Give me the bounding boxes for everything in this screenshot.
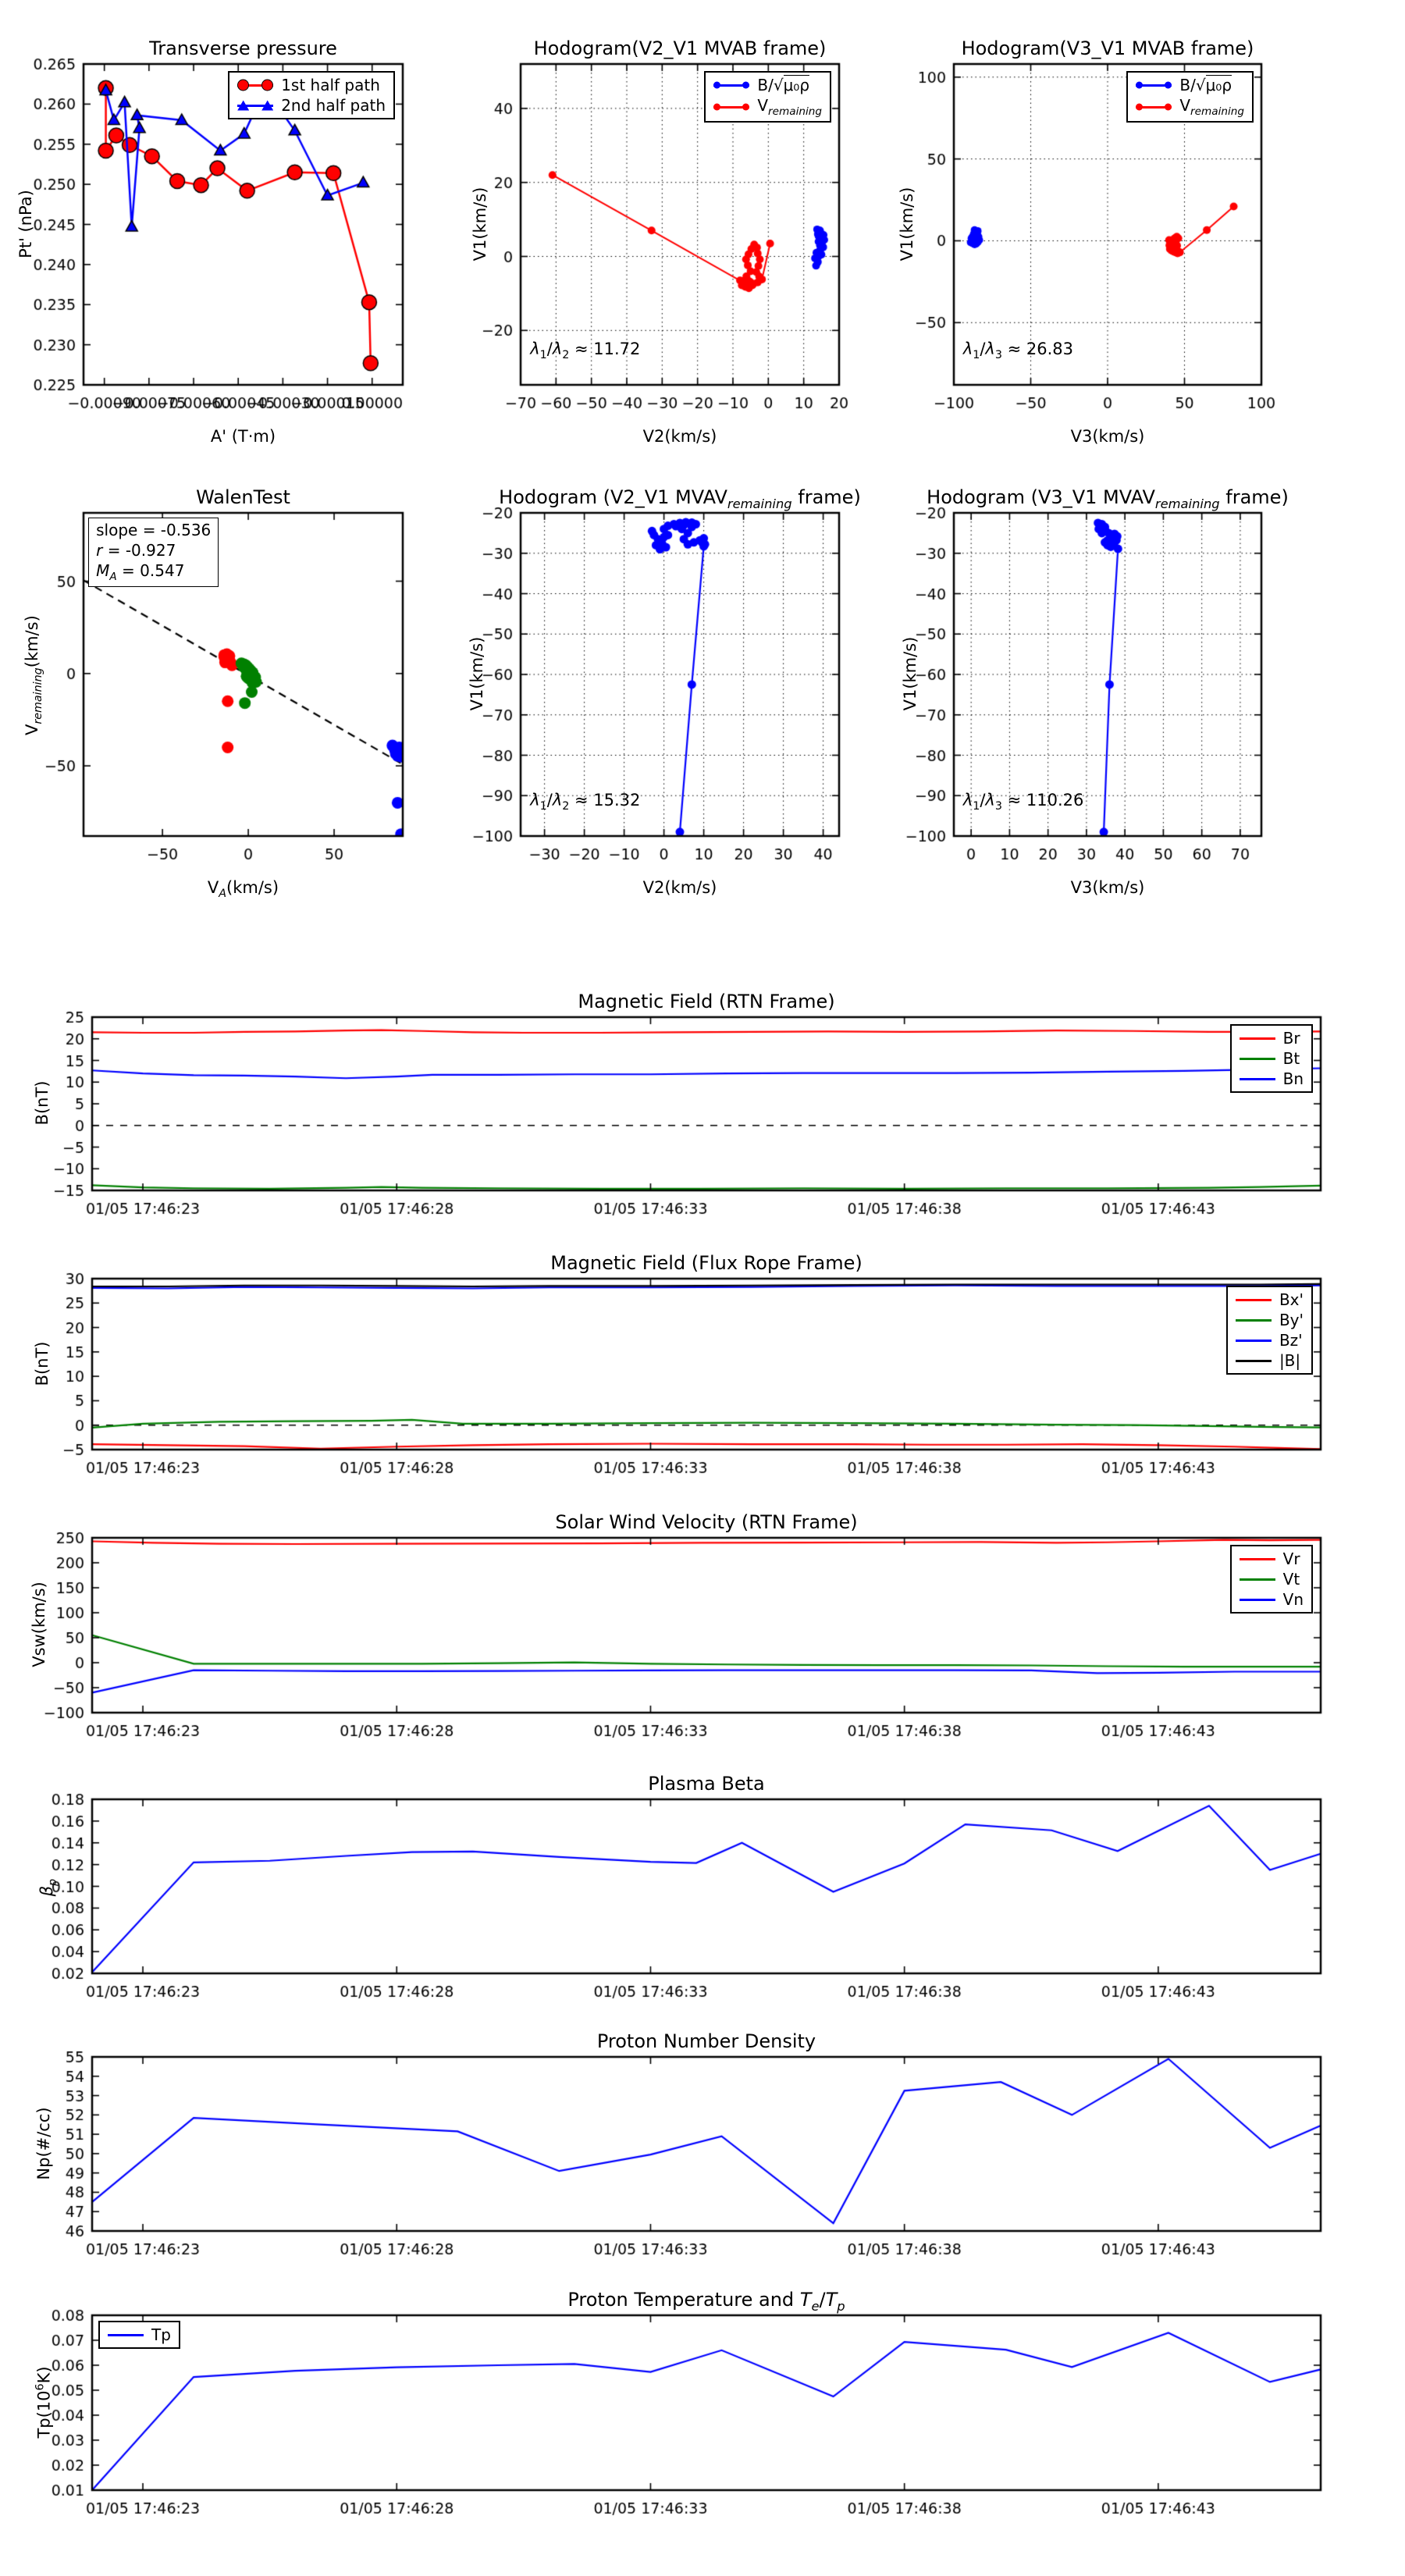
legend-entry: [1240, 1049, 1304, 1068]
legend-entry: [1236, 1331, 1304, 1350]
legend-label: Bn: [1282, 1069, 1304, 1088]
legend-sample-line-icon: [1240, 1593, 1275, 1606]
legend-label: Bx': [1279, 1290, 1304, 1309]
legend-sample-triangle-icon: [237, 99, 273, 112]
legend-entry: [1136, 76, 1244, 94]
plot-title-solar-wind-velocity: Solar Wind Velocity (RTN Frame): [555, 1511, 858, 1533]
legend-label: B/√μ₀ρ: [757, 76, 810, 94]
legend-entry: [713, 96, 822, 118]
legend-entry: [1240, 1029, 1304, 1048]
x-axis-label-hodogram-v3v1-mvab: V3(km/s): [1070, 427, 1145, 446]
y-axis-label-walen-test: $V_{remaining}(km/s)$: [22, 615, 45, 735]
legend-entry: [1236, 1311, 1304, 1329]
plot-title-walen-test: WalenTest: [196, 486, 290, 508]
legend-sample-circle-icon: [237, 79, 273, 91]
legend-label: 1st half path: [281, 76, 380, 94]
legend-magnetic-field-flux-rope: [1226, 1286, 1313, 1375]
legend-sample-line-icon: [1236, 1354, 1272, 1367]
y-axis-label-proton-number-density: Np(#/cc): [34, 2106, 53, 2180]
legend-entry: [237, 76, 386, 94]
legend-entry: [1236, 1351, 1304, 1370]
y-axis-label-proton-temperature: $Tp(10^6K)$: [34, 2366, 54, 2439]
legend-entry: [713, 76, 822, 94]
x-axis-label-hodogram-v2v1-mvav: V2(km/s): [642, 878, 717, 897]
legend-label: Bz': [1279, 1331, 1303, 1350]
y-axis-label-transverse-pressure: Pt' (nPa): [16, 189, 35, 258]
plot-title-hodogram-v3v1-mvab: Hodogram(V3_V1 MVAB frame): [961, 37, 1254, 59]
y-axis-label-plasma-beta: $\beta_p$: [37, 1878, 60, 1896]
legend-entry: [1240, 1570, 1304, 1589]
y-axis-label-solar-wind-velocity: Vsw(km/s): [30, 1582, 48, 1667]
plot-title-transverse-pressure: Transverse pressure: [149, 37, 337, 59]
y-axis-label-magnetic-field-flux-rope: B(nT): [33, 1341, 52, 1386]
legend-entry: [1136, 96, 1244, 118]
annotation-hodogram-v3v1-mvab: [963, 340, 1073, 361]
x-axis-label-walen-test: $V_A(km/s)$: [207, 878, 279, 901]
legend-label: 2nd half path: [281, 96, 386, 115]
plot-title-magnetic-field-flux-rope: Magnetic Field (Flux Rope Frame): [550, 1252, 863, 1274]
y-axis-label-hodogram-v2v1-mvav: V1(km/s): [468, 636, 486, 711]
y-axis-label-hodogram-v3v1-mvab: V1(km/s): [898, 187, 916, 261]
x-axis-label-transverse-pressure: A' (T·m): [210, 427, 276, 446]
annotation-line: $\lambda_1/\lambda_3 \approx 26.83$: [962, 340, 1073, 362]
legend-sample-dot-icon: [713, 101, 749, 113]
y-axis-label-hodogram-v2v1-mvab: V1(km/s): [471, 187, 489, 261]
legend-sample-line-icon: [108, 2329, 144, 2341]
legend-solar-wind-velocity: [1230, 1545, 1313, 1614]
plot-title-proton-temperature: Proton Temperature and $T_e/T_p$: [567, 2289, 845, 2314]
legend-sample-line-icon: [1240, 1052, 1275, 1065]
legend-proton-temperature: [98, 2321, 180, 2349]
annotation-hodogram-v2v1-mvab: [530, 340, 640, 361]
legend-entry: [1236, 1290, 1304, 1309]
legend-label: Br: [1282, 1029, 1300, 1048]
legend-label: Tp: [151, 2325, 171, 2344]
legend-label: $V_{remaining}$: [757, 96, 822, 118]
legend-sample-line-icon: [1236, 1334, 1272, 1347]
legend-sample-dot-icon: [1136, 79, 1172, 91]
x-axis-label-hodogram-v3v1-mvav: V3(km/s): [1070, 878, 1145, 897]
annotation-hodogram-v2v1-mvav: [530, 791, 640, 813]
annotation-line: $\lambda_1/\lambda_2 \approx 11.72$: [530, 340, 641, 362]
legend-sample-line-icon: [1236, 1293, 1272, 1306]
plot-title-hodogram-v2v1-mvab: Hodogram(V2_V1 MVAB frame): [533, 37, 827, 59]
plot-title-magnetic-field-rtn: Magnetic Field (RTN Frame): [578, 991, 835, 1012]
legend-magnetic-field-rtn: [1230, 1024, 1313, 1093]
annotation-walen-test: [88, 518, 219, 587]
legend-sample-line-icon: [1236, 1314, 1272, 1326]
annotation-line: $\lambda_1/\lambda_2 \approx 15.32$: [530, 791, 641, 813]
legend-entry: [1240, 1550, 1304, 1568]
legend-hodogram-v3v1-mvab: [1126, 71, 1254, 123]
x-axis-label-hodogram-v2v1-mvab: V2(km/s): [642, 427, 717, 446]
legend-sample-dot-icon: [1136, 101, 1172, 113]
legend-label: $V_{remaining}$: [1179, 96, 1244, 118]
legend-label: |B|: [1279, 1351, 1301, 1370]
legend-sample-line-icon: [1240, 1032, 1275, 1044]
annotation-line: $\lambda_1/\lambda_3 \approx 110.26$: [962, 791, 1084, 813]
legend-sample-line-icon: [1240, 1073, 1275, 1085]
legend-transverse-pressure: [228, 71, 395, 119]
plot-title-hodogram-v3v1-mvav: Hodogram (V3_V1 $MVAV_{remaining}$ frame): [927, 486, 1289, 511]
legend-label: Vn: [1282, 1590, 1304, 1609]
annotation-hodogram-v3v1-mvav: [963, 791, 1084, 813]
annotation-line: r = -0.927: [96, 541, 176, 560]
legend-label: Vr: [1282, 1550, 1300, 1568]
annotation-line: $M_A = 0.547$: [96, 561, 185, 584]
legend-entry: [1240, 1590, 1304, 1609]
legend-sample-dot-icon: [713, 79, 749, 91]
legend-label: B/√μ₀ρ: [1179, 76, 1232, 94]
plot-title-hodogram-v2v1-mvav: Hodogram (V2_V1 $MVAV_{remaining}$ frame): [499, 486, 861, 511]
legend-label: Vt: [1282, 1570, 1300, 1589]
legend-entry: [1240, 1069, 1304, 1088]
legend-label: By': [1279, 1311, 1304, 1329]
legend-entry: [108, 2325, 171, 2344]
legend-sample-line-icon: [1240, 1573, 1275, 1585]
legend-hodogram-v2v1-mvab: [704, 71, 831, 123]
plot-title-proton-number-density: Proton Number Density: [596, 2030, 816, 2052]
y-axis-label-magnetic-field-rtn: B(nT): [33, 1080, 52, 1126]
annotation-line: slope = -0.536: [96, 521, 212, 540]
legend-label: Bt: [1282, 1049, 1300, 1068]
y-axis-label-hodogram-v3v1-mvav: V1(km/s): [901, 636, 919, 711]
plot-title-plasma-beta: Plasma Beta: [648, 1773, 765, 1795]
legend-sample-line-icon: [1240, 1553, 1275, 1565]
legend-entry: [237, 96, 386, 115]
